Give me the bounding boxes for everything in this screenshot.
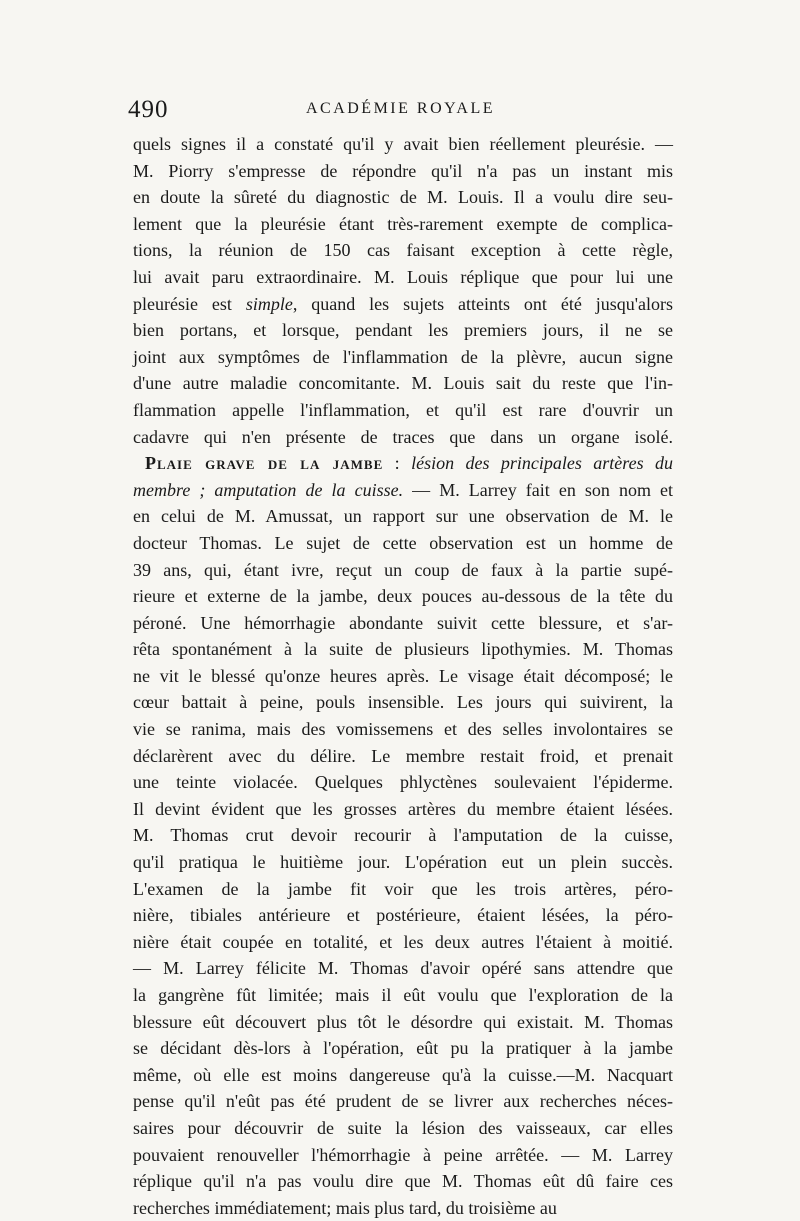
text-line: quels signes il a constaté qu'il y avait bien réellement pleurésie. — [133,134,673,154]
text-line: d'une autre maladie concomitante. M. Louis sait du reste que l'in- [133,373,673,394]
page-number: 490 [128,96,169,123]
italic-span: simple [245,293,293,314]
text-line: nière était coupée en totalité, et les deux autres l'étaient à moitié. [133,931,673,952]
text-line: péroné. Une hémorrhagie abondante suivit cette blessure, et s'ar- [133,612,673,633]
text-line: L'examen de la jambe fit voir que les trois artères, péro- [133,878,673,899]
text-line: joint aux symptômes de l'inflammation de la plèvre, aucun signe [133,346,673,367]
section-heading: Plaie grave de la jambe [145,453,384,474]
text-line: M. Piorry s'empresse de répondre qu'il n'a pas un instant mis [133,160,673,181]
text-line [133,477,673,504]
text-line: lui avait paru extraordinaire. M. Louis réplique que pour lui une [133,266,673,287]
text-line: en celui de M. Amussat, un rapport sur une observation de M. le [133,506,673,527]
text-line: rieure et externe de la jambe, deux pouces au-dessous de la tête du [133,586,673,607]
text-line: ne vit le blessé qu'onze heures après. Le visage était décomposé; le [133,665,673,686]
text-line: flammation appelle l'inflammation, et qu'il est rare d'ouvrir un [133,399,673,420]
text-line: tions, la réunion de 150 cas faisant exception à cette règle, [133,240,673,261]
text-line: en doute la sûreté du diagnostic de M. Louis. Il a voulu dire seu- [133,187,673,208]
text-line: rêta spontanément à la suite de plusieurs lipothymies. M. Thomas [133,639,673,660]
text-line: Il devint évident que les grosses artères du membre étaient lésées. [133,798,673,819]
text-line: cœur battait à peine, pouls insensible. Les jours qui suivirent, la [133,692,673,713]
text-line: cadavre qui n'en présente de traces que dans un organe isolé. [133,426,673,447]
text-line: réplique qu'il n'a pas voulu dire que M. Thomas eût dû faire ces [133,1171,673,1192]
text-line: bien portans, et lorsque, pendant les premiers jours, il ne se [133,320,673,341]
text-line: déclarèrent avec du délire. Le membre restait froid, et prenait [133,745,673,766]
text-line: saires pour découvrir de suite la lésion des vaisseaux, car elles [133,1117,673,1138]
text-span: — M. Larrey fait en son nom et [403,479,674,500]
italic-span: lésion des principales artères du [411,453,673,474]
text-line: même, où elle est moins dangereuse qu'à la cuisse.—M. Nacquart [133,1064,673,1085]
running-head: ACADÉMIE ROYALE [305,100,496,117]
body-text [133,131,673,1221]
italic-span: membre ; amputation de la cuisse. [133,479,404,500]
text-line: une teinte violacée. Quelques phlyctènes soulevaient l'épiderme. [133,772,673,793]
text-line [133,450,673,477]
text-line: 39 ans, qui, étant ivre, reçut un coup de faux à la partie supé- [133,559,673,580]
text-line: pense qu'il n'eût pas été prudent de se livrer aux recherches néces- [133,1091,673,1112]
text-line: recherches immédiatement; mais plus tard, du troisième au [133,1197,557,1218]
text-line: se décidant dès-lors à l'opération, eût pu la pratiquer à la jambe [133,1038,673,1059]
text-span: , quand les sujets atteints ont été jusqu'alors [292,293,673,314]
text-span: pleurésie est [133,293,246,314]
page-header [128,96,673,126]
text-line: lement que la pleurésie étant très-rarement exempte de complica- [133,213,673,234]
text-line: pouvaient renouveller l'hémorrhagie à peine arrêtée. — M. Larrey [133,1144,673,1165]
text-span: : [383,453,412,474]
text-line: M. Thomas crut devoir recourir à l'amputation de la cuisse, [133,825,673,846]
text-line: nière, tibiales antérieure et postérieure, étaient lésées, la péro- [133,905,673,926]
text-line: la gangrène fût limitée; mais il eût voulu que l'exploration de la [133,985,673,1005]
text-line [133,291,673,318]
text-line: — M. Larrey félicite M. Thomas d'avoir opéré sans attendre que [133,958,673,979]
text-line: docteur Thomas. Le sujet de cette observation est un homme de [133,532,673,553]
text-line: blessure eût découvert plus tôt le désordre qui existait. M. Thomas [133,1011,673,1032]
text-line: qu'il pratiqua le huitième jour. L'opération eut un plein succès. [133,852,673,873]
text-line: vie se ranima, mais des vomissemens et des selles involontaires se [133,719,673,740]
